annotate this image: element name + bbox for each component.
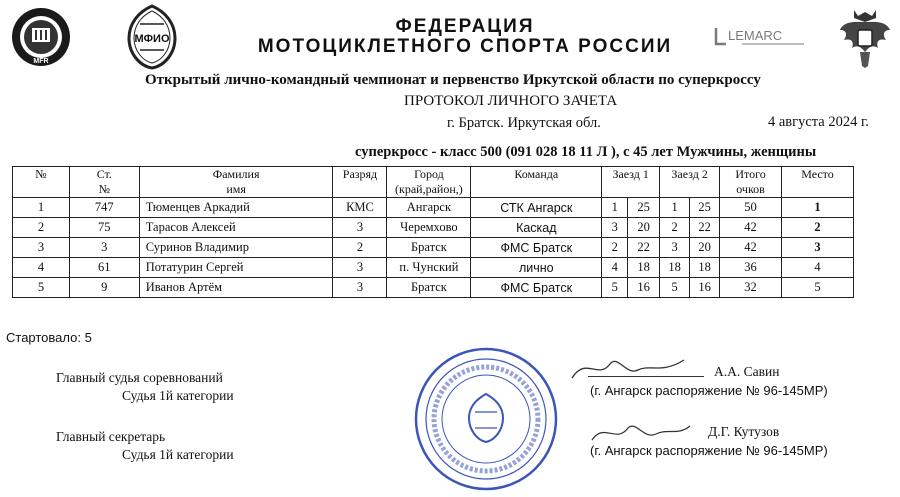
judge-order: (г. Ангарск распоряжение № 96-145МР)	[590, 383, 828, 398]
cell-h1-place: 3	[602, 218, 628, 238]
judge-category: Судья 1й категории	[122, 388, 234, 403]
judge-signature	[566, 350, 696, 386]
cell-h2-place: 5	[660, 278, 690, 298]
table-row	[13, 198, 854, 218]
event-title: Открытый лично-командный чемпионат и первенство Иркутской области по суперкроссу	[145, 72, 761, 88]
cell-name: Иванов Артём	[139, 278, 333, 298]
cell-h1-place: 1	[602, 198, 628, 218]
col-header-name: Фамилия имя	[139, 167, 333, 198]
mfio-logo-text: МФИО	[134, 33, 170, 45]
cell-h2-pts: 20	[690, 238, 720, 258]
col-header-num: №	[13, 167, 70, 198]
col-header-start: Ст. №	[69, 167, 139, 198]
lemarc-logo-text: LEMARC	[728, 28, 783, 43]
cell-h1-pts: 22	[628, 238, 660, 258]
table-row	[13, 278, 854, 298]
cell-team: ФМС Братск	[471, 238, 602, 258]
mfr-logo-text: MFR	[33, 58, 49, 65]
col-header-heat2: Заезд 2	[660, 167, 720, 198]
judge-signature-line	[588, 376, 704, 377]
cell-h1-pts: 16	[628, 278, 660, 298]
cell-team: Каскад	[471, 218, 602, 238]
cell-num: 1	[13, 198, 70, 218]
class-line: суперкросс - класс 500 (091 028 18 11 Л ), с 45 лет Мужчины, женщины	[355, 144, 817, 160]
cell-city: Черемхово	[387, 218, 471, 238]
cell-city: Братск	[387, 238, 471, 258]
judge-title: Главный судья соревнований	[56, 370, 223, 385]
cell-h2-pts: 25	[690, 198, 720, 218]
cell-rank: 3	[333, 258, 387, 278]
cell-num: 3	[13, 238, 70, 258]
secretary-order: (г. Ангарск распоряжение № 96-145МР)	[590, 443, 828, 458]
cell-team: ФМС Братск	[471, 278, 602, 298]
cell-place: 2	[782, 218, 854, 238]
lemarc-logo	[712, 24, 812, 50]
cell-rank: 3	[333, 218, 387, 238]
cell-place: 4	[782, 258, 854, 278]
cell-name: Суринов Владимир	[139, 238, 333, 258]
cell-h2-place: 2	[660, 218, 690, 238]
table-header-row	[13, 167, 854, 198]
cell-h2-pts: 16	[690, 278, 720, 298]
cell-start: 3	[69, 238, 139, 258]
cell-h1-place: 5	[602, 278, 628, 298]
cell-start: 75	[69, 218, 139, 238]
mfio-logo	[126, 4, 178, 70]
cell-start: 747	[69, 198, 139, 218]
cell-h2-place: 3	[660, 238, 690, 258]
cell-h1-pts: 20	[628, 218, 660, 238]
cell-num: 2	[13, 218, 70, 238]
cell-city: Братск	[387, 278, 471, 298]
cell-name: Тарасов Алексей	[139, 218, 333, 238]
results-table	[12, 166, 854, 298]
judge-name: А.А. Савин	[714, 364, 780, 379]
cell-place: 3	[782, 238, 854, 258]
cell-h2-pts: 18	[690, 258, 720, 278]
started-count: Стартовало: 5	[6, 330, 92, 345]
table-row	[13, 218, 854, 238]
col-header-rank: Разряд	[333, 167, 387, 198]
cell-total: 50	[720, 198, 782, 218]
secretary-name: Д.Г. Кутузов	[708, 424, 780, 439]
col-header-city: Город (край,район,)	[387, 167, 471, 198]
cell-total: 36	[720, 258, 782, 278]
cell-h2-pts: 22	[690, 218, 720, 238]
cell-total: 42	[720, 238, 782, 258]
table-row	[13, 238, 854, 258]
cell-h2-place: 18	[660, 258, 690, 278]
col-header-team: Команда	[471, 167, 602, 198]
col-header-total: Итого очков	[720, 167, 782, 198]
cell-name: Потатурин Сергей	[139, 258, 333, 278]
cell-start: 61	[69, 258, 139, 278]
secretary-category: Судья 1й категории	[122, 447, 234, 462]
cell-start: 9	[69, 278, 139, 298]
col-header-place: Место	[782, 167, 854, 198]
event-date: 4 августа 2024 г.	[768, 114, 869, 130]
cell-place: 5	[782, 278, 854, 298]
cell-h1-place: 4	[602, 258, 628, 278]
cell-h2-place: 1	[660, 198, 690, 218]
russian-emblem-icon	[838, 8, 892, 70]
federation-title-line2: МОТОЦИКЛЕТНОГО СПОРТА РОССИИ	[257, 36, 673, 57]
cell-city: п. Чунский	[387, 258, 471, 278]
cell-team: СТК Ангарск	[471, 198, 602, 218]
mfr-logo	[10, 6, 72, 68]
event-location: г. Братск. Иркутская обл.	[447, 115, 601, 131]
col-header-heat1: Заезд 1	[602, 167, 660, 198]
cell-rank: 2	[333, 238, 387, 258]
protocol-title: ПРОТОКОЛ ЛИЧНОГО ЗАЧЕТА	[404, 93, 618, 109]
table-row	[13, 258, 854, 278]
secretary-title: Главный секретарь	[56, 429, 166, 444]
cell-total: 32	[720, 278, 782, 298]
cell-name: Тюменцев Аркадий	[139, 198, 333, 218]
federation-title-line1: ФЕДЕРАЦИЯ	[395, 16, 535, 37]
cell-num: 4	[13, 258, 70, 278]
cell-city: Ангарск	[387, 198, 471, 218]
cell-h1-pts: 25	[628, 198, 660, 218]
cell-total: 42	[720, 218, 782, 238]
cell-h1-place: 2	[602, 238, 628, 258]
cell-rank: 3	[333, 278, 387, 298]
cell-h1-pts: 18	[628, 258, 660, 278]
cell-team: лично	[471, 258, 602, 278]
cell-place: 1	[782, 198, 854, 218]
cell-rank: КМС	[333, 198, 387, 218]
cell-num: 5	[13, 278, 70, 298]
official-stamp	[413, 346, 559, 492]
